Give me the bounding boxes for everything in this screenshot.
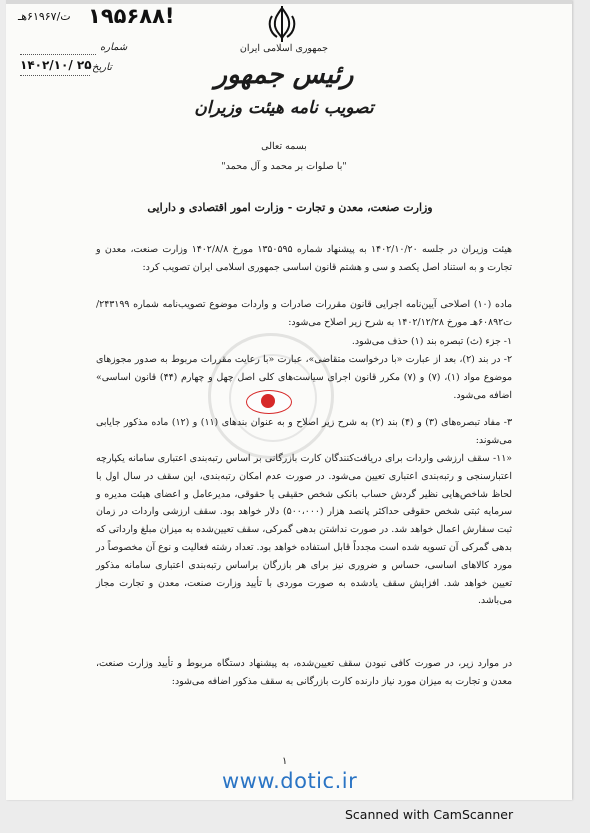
decree-title: تصویب نامه هیئت وزیران	[194, 98, 374, 118]
addressee-ministries: وزارت صنعت، معدن و تجارت - وزارت امور اقتصادی و دارایی	[147, 201, 433, 214]
number-line	[20, 54, 96, 55]
republic-heading: جمهوری اسلامی ایران	[239, 43, 329, 54]
date-label: تاریخ	[92, 62, 112, 73]
site-url-watermark: www.dotic.ir	[222, 769, 358, 788]
item-3-paragraph: ۳- مفاد تبصره‌های (۳) و (۴) بند (۲) به شرح زیر اصلاح و به عنوان بندهای (۱۱) و (۱۲) ماده مذکور جایابی می‌شوند:	[96, 417, 512, 446]
handwritten-date: ۱۴۰۲/۱۰/ ۲۵	[20, 58, 92, 72]
red-watermark-logo	[246, 390, 292, 414]
number-label: شماره	[100, 42, 128, 53]
clause-11-paragraph: «۱۱- سقف ارزشی واردات برای دریافت‌کنندگان کارت بازرگانی بر اساس رتبه‌بندی اعتباری سامانه یکپارچه اعتبارسنجی و رتبه‌بندی اعتباری تعیین می‌شود. در صورت عدم امکان رتبه‌بندی، این سقف در سال اول با لحاظ شاخص‌هایی نظیر گردش حساب بانکی شخص حقیقی یا حقوقی، مدیرعامل و اعضای هیئت مدیره و سرمایه ثبتی شخص حقوقی حداکثر پانصد هزار (۵۰۰،۰۰۰) دلار خواهد بود. سقف ارزشی واردات در زمان ثبت سفارش اعمال خواهد شد. در صورت نداشتن بدهی گمرکی، سقف تعیین‌شده به میزان مبلغ وارداتی که بدهی گمرکی آن تسویه شده است مجدداً قابل استفاده خواهد بود. تعداد رشته فعالیت و نوع آن مخصوصاً در مورد کالاهای اساسی، حساس و ضروری نیز برای هر بازرگان براساس رتبه‌بندی اعتباری سامانه مذکور تعیین خواهد شد. افزایش سقف یادشده به صورت موردی با تأیید وزارت صنعت، معدن و تجارت مجاز می‌باشد.	[96, 453, 512, 607]
page-number: ۱	[282, 756, 288, 767]
president-heading: رئیس جمهور	[214, 60, 354, 90]
iran-emblem-icon	[266, 4, 298, 44]
scanner-footer-note: Scanned with CamScanner	[345, 807, 514, 822]
item-1-paragraph: ۱- جزء (ث) تبصره بند (۱) حذف می‌شود.	[351, 336, 512, 347]
handwritten-decree-code: ت/۶۱۹۶۷هـ	[18, 10, 71, 23]
clause-11-continuation: در موارد زیر، در صورت کافی نبودن سقف تعیین‌شده، به پیشنهاد دستگاه مربوط و تأیید وزارت صنعت، معدن و تجارت به میزان مورد نیاز دارنده کارت بازرگانی به سقف مذکور اضافه می‌شود:	[96, 658, 512, 687]
item-2-paragraph: ۲- در بند (۲)، بعد از عبارت «با درخواست متقاضی»، عبارت «با رعایت مقررات مربوط به صدور مجوزهای موضوع مواد (۱)، (۷) و (۷) مکرر قانون اجرای سیاست‌های کلی اصل چهل و چهارم (۴۴) قانون اساسی» اضافه می‌شود.	[96, 354, 512, 401]
handwritten-reference-number: ۱۹۵۶۸۸!	[88, 4, 175, 28]
bismillah-line: بسمه تعالی	[261, 141, 307, 152]
intro-paragraph: هیئت وزیران در جلسه ۱۴۰۲/۱۰/۲۰ به پیشنهاد شماره ۱۳۵۰۵۹۵ مورخ ۱۴۰۲/۸/۸ وزارت صنعت، معدن و تجارت و به استناد اصل یکصد و سی و هشتم قانون اساسی جمهوری اسلامی ایران تصویب کرد:	[96, 244, 513, 273]
salawat-line: "با صلوات بر محمد و آل محمد"	[221, 161, 347, 172]
date-line	[20, 75, 90, 76]
article-10-paragraph: ماده (۱۰) اصلاحی آیین‌نامه اجرایی قانون مقررات صادرات و واردات موضوع تصویب‌نامه شماره ۲۴۳۱۹۹/ت۶۰۸۹۲هـ مورخ ۱۴۰۲/۱۲/۲۸ به شرح زیر اصلاح می‌شود:	[96, 299, 512, 328]
